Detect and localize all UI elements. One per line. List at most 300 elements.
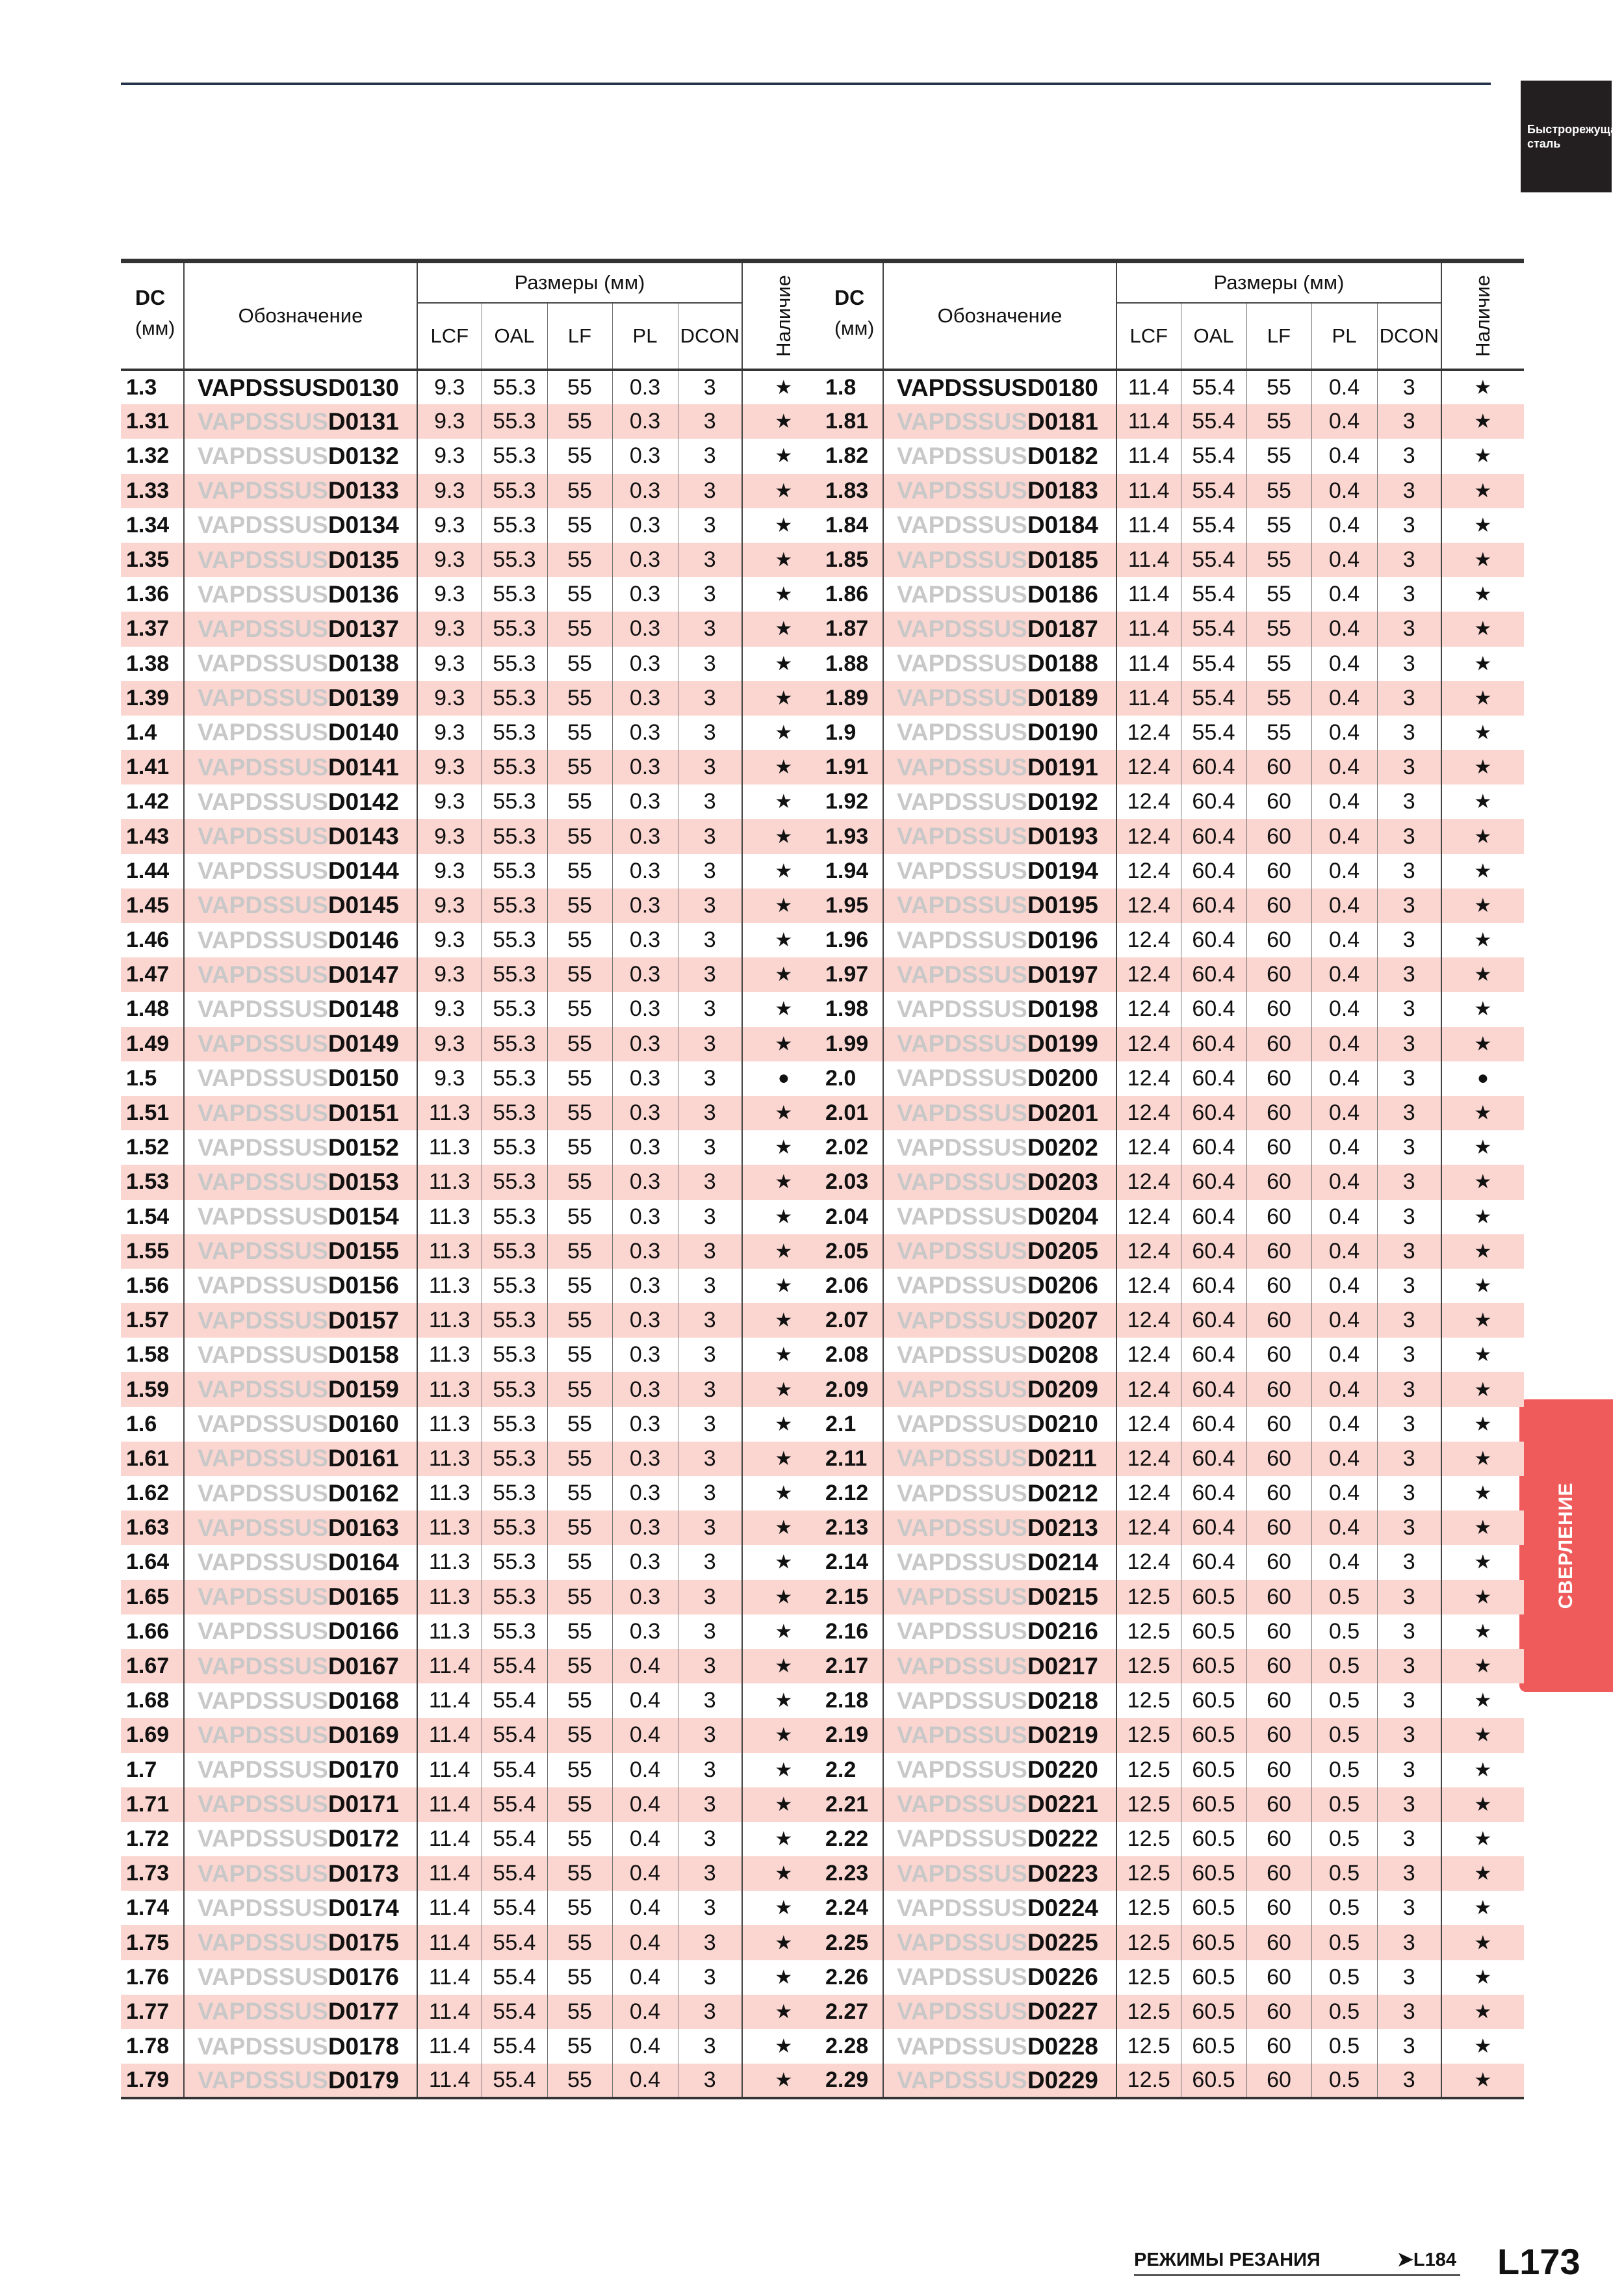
designation-prefix: VAPDSSUS: [198, 892, 328, 919]
dc-cell: 2.1: [820, 1407, 883, 1442]
lf-cell: 55: [547, 957, 612, 992]
table-row: [820, 1200, 1524, 1234]
availability-cell: ★: [742, 543, 825, 577]
oal-cell: 55.4: [482, 1995, 547, 2029]
oal-cell: 60.4: [1181, 1511, 1246, 1545]
lf-cell: 55: [547, 1511, 612, 1545]
dc-cell: 1.9: [820, 716, 883, 750]
pl-cell: 0.4: [612, 1856, 678, 1891]
dcon-cell: 3: [678, 1027, 742, 1061]
designation-prefix: VAPDSSUS: [198, 1376, 328, 1403]
dcon-cell: 3: [678, 1407, 742, 1442]
dc-cell: 2.29: [820, 2064, 883, 2098]
availability-cell: ★: [742, 1027, 825, 1061]
dcon-cell: 3: [1377, 647, 1441, 681]
table-row: [121, 681, 825, 716]
pl-cell: 0.5: [1311, 2064, 1377, 2098]
oal-cell: 55.4: [1181, 577, 1246, 612]
dc-cell: 2.13: [820, 1511, 883, 1545]
designation-prefix: VAPDSSUS: [198, 1306, 328, 1334]
lf-cell: 55: [547, 1476, 612, 1511]
pl-cell: 0.3: [612, 957, 678, 992]
dc-cell: 1.53: [121, 1165, 184, 1199]
table-row: [121, 370, 825, 404]
lcf-cell: 12.4: [1116, 750, 1181, 784]
lcf-cell: 12.5: [1116, 1683, 1181, 1718]
dc-cell: 1.44: [121, 854, 184, 888]
dc-cell: 1.88: [820, 647, 883, 681]
drilling-section-tab[interactable]: [1519, 1399, 1613, 1692]
dcon-cell: 3: [678, 439, 742, 473]
dcon-cell: 3: [678, 647, 742, 681]
designation-code: D0132: [328, 442, 399, 469]
lf-cell: 55: [1246, 543, 1311, 577]
designation-prefix: VAPDSSUS: [897, 1583, 1027, 1611]
designation-code: D0193: [1027, 823, 1098, 850]
designation-cell: [883, 1234, 1116, 1269]
table-row: [121, 888, 825, 923]
designation-cell: [883, 854, 1116, 888]
availability-cell: ★: [742, 819, 825, 853]
table-row: [121, 1960, 825, 1995]
designation-cell: [883, 1130, 1116, 1165]
availability-cell: ★: [1441, 1995, 1524, 2029]
lcf-cell: 11.3: [417, 1234, 482, 1269]
lf-cell: 60: [1246, 1891, 1311, 1925]
dc-cell: 2.17: [820, 1649, 883, 1683]
dc-cell: 1.63: [121, 1511, 184, 1545]
pl-cell: 0.5: [1311, 1995, 1377, 2029]
lcf-cell: 12.4: [1116, 1303, 1181, 1338]
table-row: [121, 923, 825, 957]
designation-prefix: VAPDSSUS: [897, 442, 1027, 469]
lcf-cell: 12.5: [1116, 1580, 1181, 1614]
cutting-conditions-link[interactable]: [1134, 2246, 1460, 2276]
hss-tab-label: Быстрорежущая сталь: [1527, 123, 1624, 150]
dc-cell: 1.71: [121, 1787, 184, 1822]
table-row: [820, 1718, 1524, 1752]
pl-cell: 0.3: [612, 750, 678, 784]
table-row: [820, 508, 1524, 543]
designation-code: D0206: [1027, 1272, 1098, 1299]
oal-cell: 55.3: [482, 1234, 547, 1269]
lcf-cell: 9.3: [417, 439, 482, 473]
dcon-cell: 3: [678, 1165, 742, 1199]
designation-cell: [184, 1511, 417, 1545]
oal-cell: 55.4: [482, 2029, 547, 2064]
designation-cell: [184, 577, 417, 612]
designation-cell: [883, 1442, 1116, 1476]
lf-cell: 55: [547, 1165, 612, 1199]
pl-cell: 0.3: [612, 1165, 678, 1199]
lcf-cell: 12.5: [1116, 1960, 1181, 1995]
pl-cell: 0.4: [1311, 474, 1377, 508]
table-row: [820, 1925, 1524, 1960]
lf-cell: 60: [1246, 1061, 1311, 1096]
designation-cell: [883, 957, 1116, 992]
oal-cell: 55.4: [1181, 508, 1246, 543]
dcon-cell: 3: [1377, 404, 1441, 439]
designation-code: D0215: [1027, 1583, 1098, 1611]
lcf-cell: 11.4: [417, 2029, 482, 2064]
lf-cell: 60: [1246, 1649, 1311, 1683]
designation-cell: [883, 577, 1116, 612]
availability-cell: ★: [742, 1718, 825, 1752]
dc-cell: 1.32: [121, 439, 184, 473]
oal-cell: 55.3: [482, 1442, 547, 1476]
dc-cell: 2.0: [820, 1061, 883, 1096]
designation-code: D0145: [328, 892, 399, 919]
designation-prefix: VAPDSSUS: [897, 1652, 1027, 1679]
dc-cell: 1.52: [121, 1130, 184, 1165]
designation-cell: [184, 1580, 417, 1614]
lf-cell: 55: [547, 543, 612, 577]
dc-cell: 1.94: [820, 854, 883, 888]
cutting-conditions-label: РЕЖИМЫ РЕЗАНИЯ: [1134, 2250, 1321, 2270]
designation-prefix: VAPDSSUS: [198, 442, 328, 469]
lf-cell: 60: [1246, 819, 1311, 853]
designation-prefix: VAPDSSUS: [897, 1721, 1027, 1748]
dcon-cell: 3: [1377, 543, 1441, 577]
designation-prefix: VAPDSSUS: [897, 1479, 1027, 1507]
oal-cell: 55.3: [482, 612, 547, 646]
oal-cell: 55.4: [482, 1960, 547, 1995]
designation-prefix: VAPDSSUS: [198, 512, 328, 539]
designation-prefix: VAPDSSUS: [198, 1030, 328, 1057]
pl-header: PL: [612, 303, 678, 370]
dcon-cell: 3: [678, 1580, 742, 1614]
designation-code: D0200: [1027, 1065, 1098, 1092]
oal-cell: 60.5: [1181, 2029, 1246, 2064]
dc-cell: 1.34: [121, 508, 184, 543]
availability-cell: ★: [775, 1620, 793, 1642]
pl-cell: 0.5: [1311, 1891, 1377, 1925]
top-rule: [121, 83, 1491, 85]
pl-cell: 0.4: [1311, 1096, 1377, 1130]
table-row: [121, 1338, 825, 1372]
pl-cell: 0.3: [612, 577, 678, 612]
designation-prefix: VAPDSSUS: [198, 1964, 328, 1991]
designation-cell: [184, 1822, 417, 1856]
designation-code: D0228: [1027, 2032, 1098, 2060]
lf-cell: 55: [1246, 370, 1311, 404]
dc-cell: 1.55: [121, 1234, 184, 1269]
dc-cell: 2.02: [820, 1130, 883, 1165]
designation-code: D0201: [1027, 1099, 1098, 1126]
table-row: [820, 1580, 1524, 1614]
lcf-cell: 12.4: [1116, 1338, 1181, 1372]
designation-prefix: VAPDSSUS: [897, 512, 1027, 539]
designation-cell: [883, 1787, 1116, 1822]
dc-header-unit: (мм): [135, 318, 175, 339]
table-row: [121, 543, 825, 577]
table-row: [121, 647, 825, 681]
designation-prefix: VAPDSSUS: [198, 1272, 328, 1299]
lf-cell: 55: [547, 1753, 612, 1787]
lf-cell: 55: [547, 612, 612, 646]
availability-cell: ★: [775, 2036, 793, 2058]
designation-code: D0165: [328, 1583, 399, 1611]
table-row: [820, 1753, 1524, 1787]
designation-prefix: VAPDSSUS: [897, 2032, 1027, 2060]
dc-cell: 2.03: [820, 1165, 883, 1199]
availability-cell: ★: [1441, 1925, 1524, 1960]
designation-prefix: VAPDSSUS: [897, 1134, 1027, 1161]
lcf-cell: 12.5: [1116, 1856, 1181, 1891]
oal-cell: 60.4: [1181, 1545, 1246, 1579]
designation-prefix: VAPDSSUS: [198, 823, 328, 850]
lf-cell: 55: [547, 439, 612, 473]
availability-cell: ★: [1474, 1690, 1492, 1712]
oal-cell: 55.3: [482, 750, 547, 784]
dc-cell: 2.19: [820, 1718, 883, 1752]
pl-cell: 0.4: [1311, 681, 1377, 716]
availability-cell: ★: [775, 791, 793, 813]
lcf-cell: 12.5: [1116, 1787, 1181, 1822]
lcf-cell: 9.3: [417, 992, 482, 1026]
lf-cell: 60: [1246, 1925, 1311, 1960]
dcon-cell: 3: [1377, 992, 1441, 1026]
designation-prefix: VAPDSSUS: [198, 1238, 328, 1265]
oal-cell: 55.3: [482, 577, 547, 612]
table-row: [121, 1027, 825, 1061]
availability-cell: ★: [742, 1165, 825, 1199]
pl-cell: 0.3: [612, 1372, 678, 1407]
designation-code: D0133: [328, 477, 399, 504]
dc-cell: 1.82: [820, 439, 883, 473]
pl-cell: 0.3: [612, 474, 678, 508]
pl-cell: 0.4: [1311, 750, 1377, 784]
dcon-cell: 3: [678, 2064, 742, 2098]
dc-header: [820, 261, 883, 370]
dc-cell: 1.92: [820, 784, 883, 819]
dcon-cell: 3: [678, 1130, 742, 1165]
dcon-cell: 3: [1377, 2064, 1441, 2098]
dc-cell: 1.39: [121, 681, 184, 716]
oal-cell: 55.4: [482, 1856, 547, 1891]
availability-cell: ★: [1474, 1275, 1492, 1297]
designation-code: D0177: [328, 1998, 399, 2025]
table-row: [121, 1269, 825, 1303]
pl-cell: 0.3: [612, 716, 678, 750]
dcon-cell: 3: [1377, 1718, 1441, 1752]
oal-header: OAL: [482, 303, 547, 370]
designation-code: D0149: [328, 1030, 399, 1057]
availability-cell: ★: [1474, 1137, 1492, 1159]
table-row: [820, 750, 1524, 784]
designation-prefix: VAPDSSUS: [897, 546, 1027, 573]
designation-prefix: VAPDSSUS: [897, 753, 1027, 781]
dc-cell: 1.73: [121, 1856, 184, 1891]
product-table-left: [121, 259, 825, 2099]
table-row: [121, 1614, 825, 1649]
lcf-cell: 11.3: [417, 1545, 482, 1579]
dc-cell: 2.14: [820, 1545, 883, 1579]
oal-cell: 55.4: [1181, 647, 1246, 681]
table-row: [121, 1061, 825, 1096]
designation-cell: [883, 1580, 1116, 1614]
lcf-cell: 12.4: [1116, 1096, 1181, 1130]
pl-cell: 0.4: [612, 2029, 678, 2064]
dc-cell: 2.26: [820, 1960, 883, 1995]
hss-section-tab[interactable]: [1521, 81, 1624, 192]
dcon-cell: 3: [678, 819, 742, 853]
oal-cell: 60.4: [1181, 750, 1246, 784]
designation-cell: [883, 992, 1116, 1026]
designation-prefix: VAPDSSUS: [198, 995, 328, 1022]
oal-cell: 60.5: [1181, 1787, 1246, 1822]
designation-code: D0183: [1027, 477, 1098, 504]
table-row: [820, 1649, 1524, 1683]
pl-cell: 0.3: [612, 1511, 678, 1545]
pl-cell: 0.4: [612, 1649, 678, 1683]
designation-cell: [184, 1925, 417, 1960]
designation-prefix: VAPDSSUS: [897, 1376, 1027, 1403]
dcon-cell: 3: [678, 1234, 742, 1269]
designation-header: Обозначение: [184, 261, 417, 370]
designation-cell: [184, 1787, 417, 1822]
lf-cell: 55: [547, 1027, 612, 1061]
designation-cell: [184, 957, 417, 992]
oal-cell: 55.3: [482, 1061, 547, 1096]
lf-cell: 60: [1246, 1614, 1311, 1649]
availability-cell: ★: [1474, 860, 1492, 882]
availability-cell: ★: [742, 1303, 825, 1338]
lcf-cell: 12.5: [1116, 2029, 1181, 2064]
designation-code: D0202: [1027, 1134, 1098, 1161]
designation-code: D0139: [328, 684, 399, 712]
designation-code: D0172: [328, 1825, 399, 1852]
designation-cell: [883, 1822, 1116, 1856]
lf-cell: 55: [547, 1200, 612, 1234]
lcf-cell: 9.3: [417, 1027, 482, 1061]
lf-cell: 55: [547, 1925, 612, 1960]
lf-cell: 60: [1246, 992, 1311, 1026]
pl-cell: 0.5: [1311, 1753, 1377, 1787]
designation-prefix: VAPDSSUS: [198, 1687, 328, 1714]
pl-cell: 0.3: [612, 1269, 678, 1303]
dcon-cell: 3: [1377, 1303, 1441, 1338]
designation-prefix: VAPDSSUS: [897, 1065, 1027, 1092]
designation-prefix: VAPDSSUS: [897, 1306, 1027, 1334]
table-row: [820, 1096, 1524, 1130]
dcon-cell: 3: [1377, 1545, 1441, 1579]
designation-cell: [184, 716, 417, 750]
table-row: [820, 992, 1524, 1026]
availability-header-label: Наличие: [771, 275, 795, 357]
designation-code: D0138: [328, 650, 399, 677]
dcon-cell: 3: [678, 1925, 742, 1960]
designation-prefix: VAPDSSUS: [897, 1238, 1027, 1265]
pl-cell: 0.3: [612, 923, 678, 957]
oal-cell: 55.3: [482, 1165, 547, 1199]
availability-cell: ★: [775, 584, 793, 606]
lf-cell: 60: [1246, 1234, 1311, 1269]
availability-cell: ★: [742, 681, 825, 716]
designation-code: D0185: [1027, 546, 1098, 573]
availability-cell: ★: [742, 1234, 825, 1269]
designation-cell: [883, 1061, 1116, 1096]
pl-cell: 0.4: [1311, 1511, 1377, 1545]
pl-cell: 0.4: [612, 1787, 678, 1822]
oal-cell: 55.3: [482, 404, 547, 439]
designation-code: D0178: [328, 2032, 399, 2060]
availability-cell: ★: [775, 1413, 793, 1435]
designation-code: D0156: [328, 1272, 399, 1299]
designation-code: D0169: [328, 1721, 399, 1748]
designation-cell: [184, 1614, 417, 1649]
availability-cell: ★: [1441, 957, 1524, 992]
designation-prefix: VAPDSSUS: [198, 1479, 328, 1507]
dcon-cell: 3: [1377, 1165, 1441, 1199]
designation-prefix: VAPDSSUS: [198, 2066, 328, 2094]
availability-cell: ★: [1474, 1966, 1492, 1988]
table-row: [820, 1960, 1524, 1995]
designation-prefix: VAPDSSUS: [198, 857, 328, 885]
designation-cell: [184, 1234, 417, 1269]
designation-cell: [883, 888, 1116, 923]
dcon-cell: 3: [678, 1511, 742, 1545]
dcon-cell: 3: [678, 612, 742, 646]
availability-cell: ★: [742, 888, 825, 923]
table-row: [820, 1130, 1524, 1165]
designation-cell: [184, 1442, 417, 1476]
dcon-cell: 3: [1377, 1787, 1441, 1822]
dc-cell: 1.8: [820, 370, 883, 404]
lcf-cell: 11.4: [1116, 647, 1181, 681]
dc-cell: 1.3: [121, 370, 184, 404]
designation-cell: [184, 1200, 417, 1234]
dcon-cell: 3: [678, 508, 742, 543]
designation-code: D0217: [1027, 1652, 1098, 1679]
availability-cell: ★: [1474, 377, 1492, 399]
designation-code: D0189: [1027, 684, 1098, 712]
dcon-cell: 3: [1377, 1649, 1441, 1683]
designation-prefix: VAPDSSUS: [198, 1341, 328, 1368]
table-row: [121, 474, 825, 508]
oal-cell: 55.3: [482, 1303, 547, 1338]
lcf-cell: 12.5: [1116, 1822, 1181, 1856]
designation-cell: [184, 370, 417, 404]
availability-cell: ★: [1441, 888, 1524, 923]
lcf-cell: 9.3: [417, 716, 482, 750]
pl-cell: 0.4: [1311, 1338, 1377, 1372]
pl-cell: 0.4: [1311, 888, 1377, 923]
table-row: [121, 612, 825, 646]
table-row: [820, 543, 1524, 577]
designation-cell: [883, 543, 1116, 577]
dcon-cell: 3: [678, 370, 742, 404]
table-row: [820, 1407, 1524, 1442]
dc-cell: 1.35: [121, 543, 184, 577]
table-row: [121, 1511, 825, 1545]
table-row: [121, 957, 825, 992]
lf-cell: 60: [1246, 1130, 1311, 1165]
lcf-cell: 12.4: [1116, 716, 1181, 750]
pl-cell: 0.4: [612, 1822, 678, 1856]
pl-cell: 0.4: [1311, 716, 1377, 750]
availability-cell: ★: [742, 1511, 825, 1545]
lf-cell: 60: [1246, 1683, 1311, 1718]
dc-cell: 1.97: [820, 957, 883, 992]
designation-cell: [883, 2029, 1116, 2064]
lcf-cell: 11.4: [1116, 612, 1181, 646]
pl-cell: 0.3: [612, 819, 678, 853]
designation-cell: [184, 992, 417, 1026]
dcon-cell: 3: [678, 957, 742, 992]
lcf-cell: 11.3: [417, 1165, 482, 1199]
table-row: [820, 1234, 1524, 1269]
